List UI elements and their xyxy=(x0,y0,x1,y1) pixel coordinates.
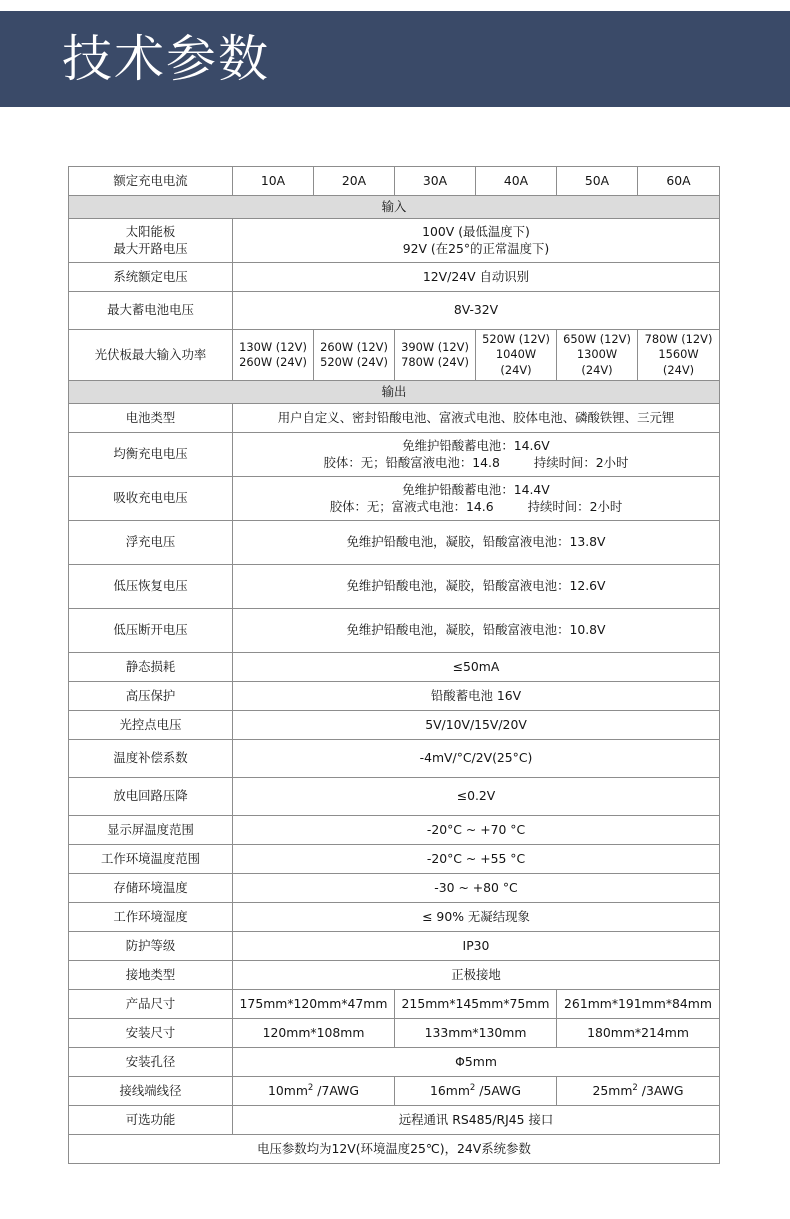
table-row-max-battery-voltage xyxy=(69,292,720,330)
value-system-voltage: 12V/24V 自动识别 xyxy=(233,263,720,292)
value-mounting-hole: Φ5mm xyxy=(233,1048,720,1077)
row-label-mounting-size: 安装尺寸 xyxy=(69,1019,233,1048)
table-row-low-voltage-disconnect xyxy=(69,609,720,653)
pv-power-30a: 390W (12V) 780W (24V) xyxy=(395,330,476,381)
row-label-storage-temp: 存储环境温度 xyxy=(69,874,233,903)
row-label-temp-compensation: 温度补偿系数 xyxy=(69,740,233,778)
technical-specifications-table xyxy=(68,166,720,1164)
value-light-control-voltage: 5V/10V/15V/20V xyxy=(233,711,720,740)
table-row-equalize-voltage xyxy=(69,433,720,477)
table-row-terminal-wire xyxy=(69,1077,720,1106)
table-row-protection-level xyxy=(69,932,720,961)
table-row-mounting-hole xyxy=(69,1048,720,1077)
table-row-system-voltage xyxy=(69,263,720,292)
equalize-duration: 持续时间：2小时 xyxy=(533,454,629,470)
table-row-discharge-drop xyxy=(69,778,720,816)
value-work-temp-range: -20°C ~ +55 °C xyxy=(233,845,720,874)
wire-sup-small: 2 xyxy=(307,1082,314,1093)
value-pv-open-voltage: 100V (最低温度下) 92V (在25°的正常温度下) xyxy=(233,219,720,263)
value-storage-temp: -30 ~ +80 °C xyxy=(233,874,720,903)
row-label-high-voltage-protect: 高压保护 xyxy=(69,682,233,711)
value-max-battery-voltage: 8V-32V xyxy=(233,292,720,330)
pv-power-10a: 130W (12V) 260W (24V) xyxy=(233,330,314,381)
pv-power-50a: 650W (12V) 1300W (24V) xyxy=(557,330,638,381)
terminal-wire-small: $10mm^2$ /7AWG xyxy=(233,1077,395,1106)
terminal-wire-large: $25mm^2$ /3AWG xyxy=(557,1077,720,1106)
row-label-mounting-hole: 安装孔径 xyxy=(69,1048,233,1077)
section-band-output xyxy=(69,381,720,404)
row-label-discharge-drop: 放电回路压降 xyxy=(69,778,233,816)
row-label-low-voltage-recover: 低压恢复电压 xyxy=(69,565,233,609)
table-row-pv-open-voltage xyxy=(69,219,720,263)
pv-power-60a: 780W (12V) 1560W (24V) xyxy=(638,330,720,381)
table-row-mounting-size xyxy=(69,1019,720,1048)
row-label-rated-current: 额定充电电流 xyxy=(69,167,233,196)
value-grounding-type: 正极接地 xyxy=(233,961,720,990)
row-label-display-temp-range: 显示屏温度范围 xyxy=(69,816,233,845)
wire-sup-medium: 2 xyxy=(469,1082,476,1093)
table-row-storage-temp xyxy=(69,874,720,903)
value-protection-level: IP30 xyxy=(233,932,720,961)
row-label-grounding-type: 接地类型 xyxy=(69,961,233,990)
page-header-banner xyxy=(0,11,790,107)
current-value-20a: 20A xyxy=(314,167,395,196)
table-row-high-voltage-protect xyxy=(69,682,720,711)
page-title: 技术参数 xyxy=(62,30,270,88)
product-size-small: 175mm*120mm*47mm xyxy=(233,990,395,1019)
row-label-work-humidity: 工作环境湿度 xyxy=(69,903,233,932)
product-size-large: 261mm*191mm*84mm xyxy=(557,990,720,1019)
row-label-low-voltage-disconnect: 低压断开电压 xyxy=(69,609,233,653)
pv-power-40a: 520W (12V) 1040W (24V) xyxy=(476,330,557,381)
value-discharge-drop: ≤0.2V xyxy=(233,778,720,816)
row-label-pv-open-voltage: 太阳能板 最大开路电压 xyxy=(69,219,233,263)
table-row-float-voltage xyxy=(69,521,720,565)
row-label-product-size: 产品尺寸 xyxy=(69,990,233,1019)
table-row-product-size xyxy=(69,990,720,1019)
table-row-work-temp-range xyxy=(69,845,720,874)
value-display-temp-range: -20°C ~ +70 °C xyxy=(233,816,720,845)
pv-power-20a: 260W (12V) 520W (24V) xyxy=(314,330,395,381)
table-row-display-temp-range xyxy=(69,816,720,845)
row-label-battery-type: 电池类型 xyxy=(69,404,233,433)
absorb-duration: 持续时间：2小时 xyxy=(527,498,623,514)
terminal-wire-medium: $16mm^2$ /5AWG xyxy=(395,1077,557,1106)
value-low-voltage-disconnect: 免维护铅酸电池，凝胶，铅酸富液电池：10.8V xyxy=(233,609,720,653)
current-value-40a: 40A xyxy=(476,167,557,196)
table-row-battery-type xyxy=(69,404,720,433)
mounting-size-medium: 133mm*130mm xyxy=(395,1019,557,1048)
row-label-light-control-voltage: 光控点电压 xyxy=(69,711,233,740)
table-row-low-voltage-recover xyxy=(69,565,720,609)
table-row-footnote xyxy=(69,1135,720,1164)
table-row-static-loss xyxy=(69,653,720,682)
value-work-humidity: ≤ 90% 无凝结现象 xyxy=(233,903,720,932)
current-value-30a: 30A xyxy=(395,167,476,196)
value-absorb-voltage: 免维护铅酸蓄电池：14.4V 胶体：无；富液式电池：14.6 持续时间：2小时 xyxy=(233,477,720,521)
row-label-work-temp-range: 工作环境温度范围 xyxy=(69,845,233,874)
current-value-50a: 50A xyxy=(557,167,638,196)
equalize-line2-wrap: 胶体：无；铅酸富液电池：14.8 持续时间：2小时 xyxy=(323,454,629,470)
value-low-voltage-recover: 免维护铅酸电池，凝胶，铅酸富液电池：12.6V xyxy=(233,565,720,609)
value-high-voltage-protect: 铅酸蓄电池 16V xyxy=(233,682,720,711)
table-row-work-humidity xyxy=(69,903,720,932)
table-row-rated-current xyxy=(69,167,720,196)
row-label-absorb-voltage: 吸收充电电压 xyxy=(69,477,233,521)
value-static-loss: ≤50mA xyxy=(233,653,720,682)
row-label-static-loss: 静态损耗 xyxy=(69,653,233,682)
row-label-equalize-voltage: 均衡充电电压 xyxy=(69,433,233,477)
table-row-optional-function xyxy=(69,1106,720,1135)
table-row-light-control-voltage xyxy=(69,711,720,740)
value-float-voltage: 免维护铅酸电池，凝胶，铅酸富液电池：13.8V xyxy=(233,521,720,565)
absorb-line2-wrap: 胶体：无；富液式电池：14.6 持续时间：2小时 xyxy=(329,498,623,514)
row-label-optional-function: 可选功能 xyxy=(69,1106,233,1135)
table-row-grounding-type xyxy=(69,961,720,990)
row-label-max-battery-voltage: 最大蓄电池电压 xyxy=(69,292,233,330)
product-size-medium: 215mm*145mm*75mm xyxy=(395,990,557,1019)
row-label-terminal-wire: 接线端线径 xyxy=(69,1077,233,1106)
spec-table-container xyxy=(68,166,719,1164)
row-label-pv-max-power: 光伏板最大输入功率 xyxy=(69,330,233,381)
current-value-60a: 60A xyxy=(638,167,720,196)
value-battery-type: 用户自定义、密封铅酸电池、富液式电池、胶体电池、磷酸铁锂、三元锂 xyxy=(233,404,720,433)
table-row-temp-compensation xyxy=(69,740,720,778)
row-label-float-voltage: 浮充电压 xyxy=(69,521,233,565)
mounting-size-large: 180mm*214mm xyxy=(557,1019,720,1048)
table-row-pv-max-power xyxy=(69,330,720,381)
value-optional-function: 远程通讯 RS485/RJ45 接口 xyxy=(233,1106,720,1135)
section-title-output: 输出 xyxy=(69,381,720,404)
row-label-protection-level: 防护等级 xyxy=(69,932,233,961)
section-title-input: 输入 xyxy=(69,196,720,219)
mounting-size-small: 120mm*108mm xyxy=(233,1019,395,1048)
row-label-system-voltage: 系统额定电压 xyxy=(69,263,233,292)
value-equalize-voltage: 免维护铅酸蓄电池：14.6V 胶体：无；铅酸富液电池：14.8 持续时间：2小时 xyxy=(233,433,720,477)
table-row-absorb-voltage xyxy=(69,477,720,521)
section-band-input xyxy=(69,196,720,219)
table-footnote: 电压参数均为12V(环境温度25℃)，24V系统参数 xyxy=(69,1135,720,1164)
current-value-10a: 10A xyxy=(233,167,314,196)
wire-sup-large: 2 xyxy=(632,1082,638,1093)
value-temp-compensation: -4mV/°C/2V(25°C) xyxy=(233,740,720,778)
